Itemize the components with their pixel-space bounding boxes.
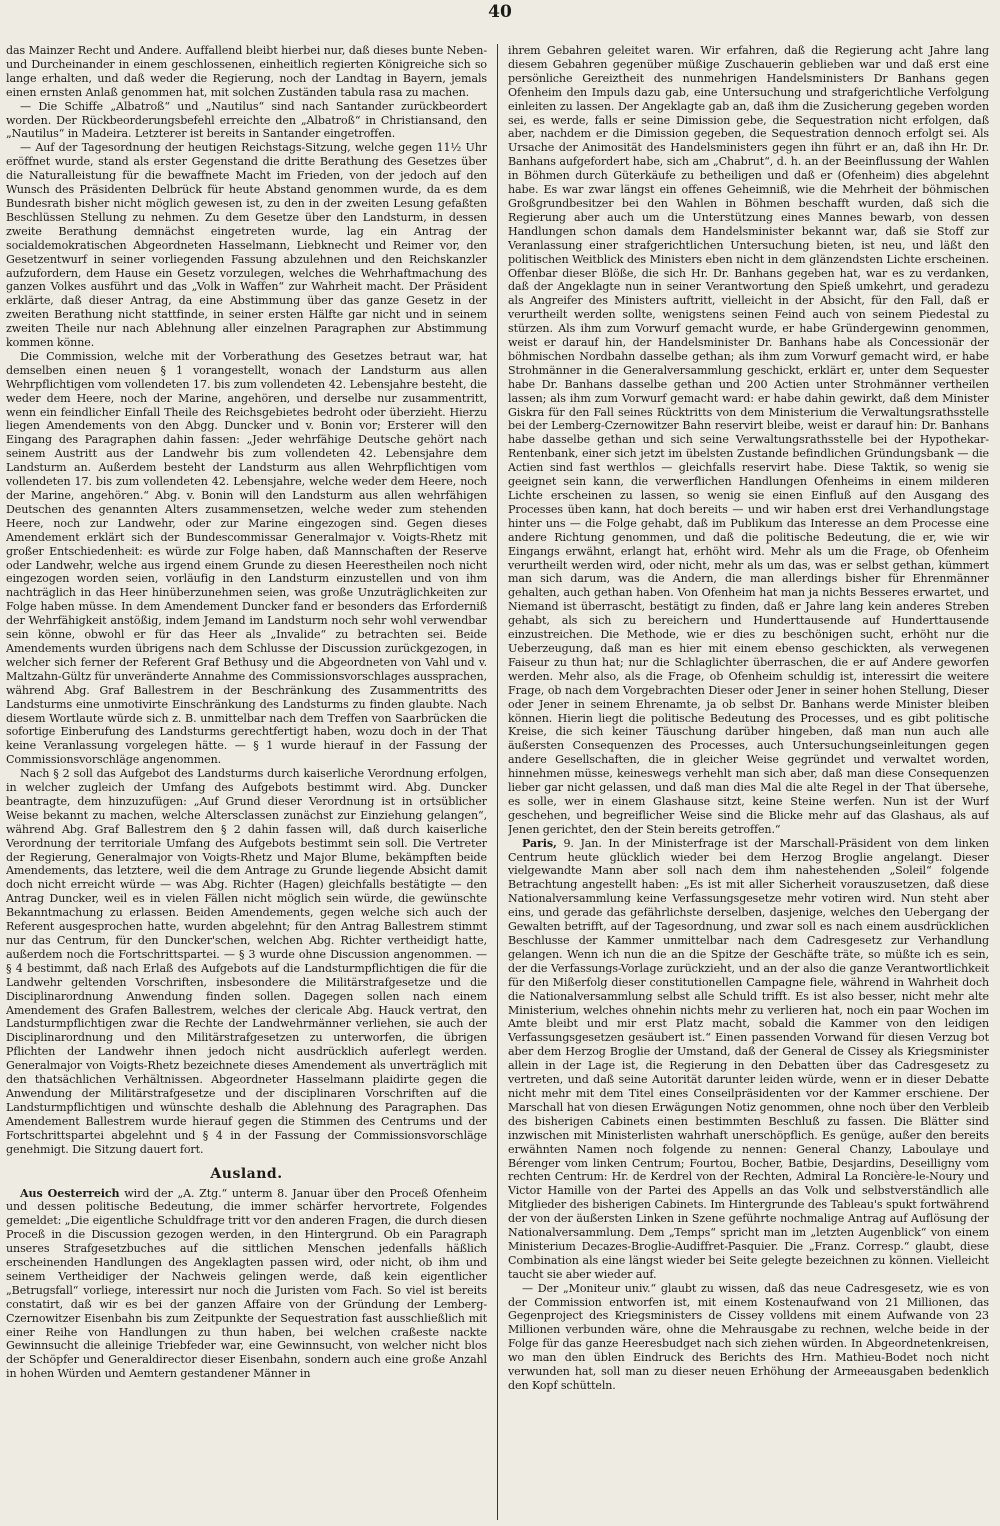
paragraph-bavaria-law: das Mainzer Recht und Andere. Auffallend bleibt hierbei nur, daß dieses bunte Neben- und Durcheinander in einem geschlossenen, einheitlich regierten Königreiche sich so lange erhalten, und daß weder die Regierung, noch der Landtag in Bayern, jemals einen ernsten Anlaß genommen hat, mit solchen Zuständen tabula rasa zu machen. xyxy=(6,44,487,99)
right-column xyxy=(508,44,989,1520)
paragraph-paris xyxy=(508,837,989,1282)
section-heading-ausland: Ausland. xyxy=(210,1165,283,1182)
paragraph-austria xyxy=(6,1187,487,1382)
paragraph-paris-text: 9. Jan. In der Ministerfrage ist der Marschall-Präsident von dem linken Centrum heute glücklich wieder bei dem Herzog Broglie angelangt. Dieser vielgewandte Mann aber soll nach dem ihm nahestehenden „Soleil“ folgende Betrachtung angestellt haben: „Es ist mit aller Sicherheit vorauszusetzen, daß diese Nationalversammlung keine Verfassungsgesetze mehr votiren wird. Nun steht aber eins, und gerade das gefährlichste derselben, dasjenige, welches den Uebergang der Gewalten betrifft, auf der Tagesordnung, und zwar soll es nach einem ausdrücklichen Beschlusse der Kammer unmittelbar nach dem Cadresgesetz zur Verhandlung gelangen. Wenn ich nun die an die Spitze der Geschäfte träte, so müßte ich es sein, der die Verfassungs-Vorlage zurückzieht, und an der also die ganze Verantwortlichkeit für den Mißerfolg dieser constitutionellen Campagne fiele, während in Wahrheit doch die Nationalversammlung selbst alle Schuld trifft. Es ist also besser, nicht mehr alte Ministerium, welches ohnehin nichts mehr zu verlieren hat, noch ein paar Wochen im Amte bleibt und mir erst Platz macht, sobald die Kammer von den leidigen Verfassungsgesetzen gesäubert ist.“ Einen passenden Vorwand für diesen Verzug bot aber dem Herzog Broglie der Umstand, daß der General de Cissey als Kriegsminister allein in der Lage ist, die Regierung in den Debatten über das Cadresgesetz zu vertreten, und daß seine Autorität darunter leiden würde, wenn er in dieser Debatte nicht mehr mit dem Titel eines Conseilpräsidenten vor der Kammer erschiene. Der Marschall hat von diesen Erwägungen Notiz genommen, ohne noch über den Verbleib des bisherigen Cabinets einen bestimmten Beschluß zu fassen. Die Blätter sind inzwischen mit Ministerlisten wahrhaft unerschöpflich. Es genüge, außer den bereits erwähnten Namen noch folgende zu nennen: General Chanzy, Laboulaye und Bérenger vom linken Centrum; Fourtou, Bocher, Batbie, Desjardins, Deseilligny vom rechten Centrum: Hr. de Kerdrel von der Rechten, Admiral La Roncière-le-Noury und Victor Hamille von der Partei des Appells an das Volk und selbstverständlich alle Mitglieder des bisherigen Cabinets. Im Hintergrunde des Tableau's spukt fortwährend der von der äußersten Linken in Szene geführte nochmalige Antrag auf Auflösung der Nationalversammlung. Dem „Temps“ spricht man im „letzten Augenblick“ von einem Ministerium Decazes-Broglie-Audiffret-Pasquier. Die „Franz. Corresp.“ glaubt, diese Combination als eine längst wieder bei Seite gelegte bezeichnen zu können. Vielleicht taucht sie aber wieder auf. xyxy=(508,836,989,1281)
paragraph-austria-text: wird der „A. Ztg.“ unterm 8. Januar über den Proceß Ofenheim und dessen politische Bedeutung, die immer schärfer hervortrete, Folgendes gemeldet: „Die eigentliche Schuldfrage tritt vor den anderen Fragen, die durch diesen Proceß in die Discussion gezogen werden, in den Hintergrund. Ob ein Paragraph unseres Strafgesetzbuches auf die sittlichen Menschen jedenfalls häßlich erscheinenden Handlungen des Angeklagten passen wird, oder nicht, ob ihm und seinem Vertheidiger der Nachweis gelingen werde, daß kein eigentlicher „Betrugsfall“ vorliege, interessirt nur noch die Juristen vom Fach. So viel ist bereits constatirt, daß wir es bei der ganzen Affaire von der Gründung der Lemberg-Czernowitzer Eisenbahn bis zum Zeitpunkte der Sequestration fast ausschließlich mit einer Reihe von Handlungen zu thun haben, bei welchen craßeste nackte Gewinnsucht die alleinige Triebfeder war, eine Gewinnsucht, von welcher nicht blos der Schöpfer und Generaldirector dieser Eisenbahn, sondern auch eine große Anzahl in hohen Würden und Aemtern gestandener Männer in xyxy=(6,1186,487,1381)
paragraph-section-2: Nach § 2 soll das Aufgebot des Landsturms durch kaiserliche Verordnung erfolgen, in welcher zugleich der Umfang des Aufgebots bestimmt wird. Abg. Duncker beantragte, dem hinzuzufügen: „Auf Grund dieser Verordnung ist in ortsüblicher Weise bekannt zu machen, welche Altersclassen zunächst zur Einziehung gelangen“, während Abg. Graf Ballestrem den § 2 dahin fassen will, daß durch kaiserliche Verordnung der territoriale Umfang des Aufgebots bestimmt sein soll. Die Vertreter der Regierung, Generalmajor von Voigts-Rhetz und Major Blume, bekämpften beide Amendements, das letztere, weil die dem Antrage zu Grunde liegende Absicht damit doch nicht erreicht würde — was Abg. Richter (Hagen) gleichfalls bestätigte — den Antrag Duncker, weil es in vielen Fällen nicht möglich sein würde, die gewünschte Bekanntmachung zu erlassen. Beiden Amendements, gegen welche sich auch der Referent ausgesprochen hatte, wurden abgelehnt; für den Antrag Ballestrem stimmt nur das Centrum, für den Duncker'schen, welchen Abg. Richter vertheidigt hatte, außerdem noch die Fortschrittspartei. — § 3 wurde ohne Discussion angenommen. — § 4 bestimmt, daß nach Erlaß des Aufgebots auf die Landsturmpflichtigen die für die Landwehr geltenden Vorschriften, insbesondere die Militärstrafgesetze und die Disciplinarordnung Anwendung finden sollen. Dagegen sollen nach einem Amendement des Grafen Ballestrem, welches der clericale Abg. Hauck vertrat, den Landsturmpflichtigen zwar die Rechte der Landwehrmänner verliehen, sie auch der Disciplinarordnung und den Militärstrafgesetzen zu unterworfen, die übrigen Pflichten der Landwehr ihnen jedoch nicht ausdrücklich auferlegt werden. Generalmajor von Voigts-Rhetz bezeichnete dieses Amendement als unverträglich mit den thatsächlichen Verhältnissen. Abgeordneter Hasselmann plaidirte gegen die Anwendung der Militärstrafgesetze und der disciplinaren Vorschriften auf die Landsturmpflichtigen und wünschte deshalb die Ablehnung des Paragraphen. Das Amendement Ballestrem wurde hierauf gegen die Stimmen des Centrums und der Fortschrittspartei abgelehnt und § 4 in der Fassung der Commissionsvorschläge genehmigt. Die Sitzung dauert fort. xyxy=(6,767,487,1156)
left-column xyxy=(6,44,487,1520)
paragraph-commission: Die Commission, welche mit der Vorberathung des Gesetzes betraut war, hat demselben einen neuen § 1 vorangestellt, wonach der Landsturm aus allen Wehrpflichtigen vom vollendeten 17. bis zum vollendeten 42. Lebensjahre besteht, die weder dem Heere, noch der Marine, angehören, und derselbe nur zusammentritt, wenn ein feindlicher Einfall Theile des Reichsgebietes bedroht oder überzieht. Hierzu liegen Amendements von den Abgg. Duncker und v. Bonin vor; Ersterer will den Eingang des Paragraphen dahin fassen: „Jeder wehrfähige Deutsche gehört nach seinem Austritt aus der Landwehr bis zum vollendeten 42. Lebensjahre dem Landsturm an. Außerdem besteht der Landsturm aus allen Wehrpflichtigen vom vollendeten 17. bis zum vollendeten 42. Lebensjahre, welche weder dem Heere, noch der Marine, angehören.“ Abg. v. Bonin will den Landsturm aus allen wehrfähigen Deutschen des genannten Alters zusammensetzen, welche weder zum stehenden Heere, noch zur Landwehr, oder zur Marine eingezogen sind. Gegen dieses Amendement erklärt sich der Bundescommissar Generalmajor v. Voigts-Rhetz mit großer Entschiedenheit: es würde zur Folge haben, daß Mannschaften der Reserve oder Landwehr, welche aus irgend einem Grunde zu diesen Heerestheilen noch nicht eingezogen worden seien, vorläufig in den Landsturm einzustellen und von ihm nachträglich in das Heer hinüberzunehmen seien, was große Unzuträglichkeiten zur Folge haben müsse. In dem Amendement Duncker fand er besonders das Erforderniß der Wehrfähigkeit anstößig, indem Jemand im Landsturm noch sehr wohl verwendbar sein könne, obwohl er für das Heer als „Invalide“ zu betrachten sei. Beide Amendements wurden übrigens nach dem Schlusse der Discussion zurückgezogen, in welcher sich ferner der Referent Graf Bethusy und die Abgeordneten von Vahl und v. Maltzahn-Gültz für unveränderte Annahme des Commissionsvorschlages aussprachen, während Abg. Graf Ballestrem in der Beschränkung des Zusammentritts des Landsturms eine unmotivirte Einschränkung des Landsturms zu finden glaubte. Nach diesem Wortlaute würde sich z. B. unmittelbar nach dem Treffen von Saarbrücken die sofortige Einberufung des Landsturms gerechtfertigt haben, wozu doch in der That keine Veranlassung vorgelegen hätte. — § 1 wurde hierauf in der Fassung der Commissionsvorschläge angenommen. xyxy=(6,349,487,767)
paragraph-ofenheim-trial: ihrem Gebahren geleitet waren. Wir erfahren, daß die Regierung acht Jahre lang diesem Gebahren gegenüber müßige Zuschauerin geblieben war und daß erst eine persönliche Gereiztheit des nunmehrigen Handelsministers Dr Banhans gegen Ofenheim den Impuls dazu gab, eine Untersuchung und strafgerichtliche Verfolgung einleiten zu lassen. Der Angeklagte gab an, daß ihm die Zusicherung gegeben worden sei, es werde, falls er seine Dimission gebe, die Sequestration nicht erfolgen, daß aber, nachdem er die Dimission gegeben, die Sequestration dennoch erfolgt sei. Als Ursache der Animosität des Handelsministers gegen ihn führt er an, daß ihn Hr. Dr. Banhans aufgefordert habe, sich am „Chabrut“, d. h. an der Beeinflussung der Wahlen in Böhmen durch Güterkäufe zu betheiligen und daß er (Ofenheim) dies abgelehnt habe. Es war zwar längst ein offenes Geheimniß, wie die Mehrheit der böhmischen Großgrundbesitzer bei den Wahlen in Böhmen beschafft wurden, daß sich die Regierung aber auch um die Unterstützung eines Mannes bewarb, von dessen Handlungen schon damals dem Handelsminister bekannt war, daß sie Stoff zur Veranlassung einer strafgerichtlichen Untersuchung bieten, ist neu, und läßt den politischen Weitblick des Ministers eben nicht in dem glänzendsten Lichte erscheinen. Offenbar dieser Blöße, die sich Hr. Dr. Banhans gegeben hat, war es zu verdanken, daß der Angeklagte nun in seiner Verantwortung den Spieß umkehrt, und geradezu als Angreifer des Ministers auftritt, vielleicht in der Absicht, für den Fall, daß er verurtheilt werden sollte, wenigstens seinen Feind auch von seinem Piedestal zu stürzen. Als ihm zum Vorwurf gemacht wurde, er habe Gründergewinn genommen, weist er darauf hin, der Handelsminister Dr. Banhans habe als Concessionär der böhmischen Nordbahn dasselbe gethan; als ihm zum Vorwurf gemacht wird, er habe Strohmänner in die Generalversammlung geschickt, erklärt er, unter dem Sequester habe Dr. Banhans dasselbe gethan und 200 Actien unter Strohmänner vertheilen lassen; als ihm zum Vorwurf gemacht ward: er habe dahin gewirkt, daß dem Minister Giskra für den Fall seines Rücktritts von dem Ministerium die Verwaltungsrathsstelle bei der Lemberg-Czernowitzer Bahn reservirt bleibe, weist er darauf hin: Dr. Banhans habe dasselbe gethan und sich seine Verwaltungsrathsstelle bei der Hypothekar-Rentenbank, einer sich jetzt im übelsten Zustande befindlichen Gründungsbank — die Actien sind fast werthlos — gleichfalls reservirt habe. Diese Taktik, so wenig sie geeignet sein kann, die verwerflichen Handlungen Ofenheims in einem milderen Lichte erscheinen zu lassen, so wenig sie einen Einfluß auf den Ausgang des Processes üben kann, hat doch bereits — und wir haben erst drei Verhandlungstage hinter uns — die Folge gehabt, daß im Publikum das Interesse an dem Processe eine andere Richtung genommen, und daß die politische Bedeutung, die er, wie wir Eingangs erwähnt, erlangt hat, erhöht wird. Mehr als um die Frage, ob Ofenheim verurtheilt werden wird, oder nicht, mehr als um das, was er selbst gethan, kümmert man sich darum, was die Andern, die man allerdings bisher für Ehrenmänner gehalten, auch gethan haben. Von Ofenheim hat man ja nichts Besseres erwartet, und Niemand ist überrascht, bestätigt zu finden, daß er Jahre lang kein anderes Streben gehabt, als sich zu bereichern und Hunderttausende auf Hunderttausende einzustreichen. Die Methode, wie er dies zu beschönigen sucht, erhöht nur die Ueberzeugung, daß man es hier mit einem ebenso geschickten, als verwegenen Faiseur zu thun hat; nur die Schlaglichter überraschen, die er auf Andere geworfen werden. Mehr also, als die Frage, ob Ofenheim schuldig ist, interessirt die weitere Frage, ob nach dem Vorgebrachten Dieser oder Jener in seiner hohen Stellung, Dieser oder Jener in seinem Ehrenamte, ja ob selbst Dr. Banhans werde Minister bleiben können. Hierin liegt die politische Bedeutung des Processes, und es gibt politische Kreise, die sich keiner Täuschung darüber hingeben, daß man nun auch alle äußersten Consequenzen des Processes, auch Untersuchungseinleitungen gegen andere Gesellschaften, die in gleicher Weise gegründet und verwaltet worden, hinnehmen müsse, keineswegs verhehlt man sich aber, daß man diese Consequenzen lieber gar nicht gelassen, und daß man dies Mal die alte Regel in der That übersehe, es solle, wer in einem Glashause sitzt, keine Steine werfen. Nun ist der Wurf geschehen, und begreiflicher Weise sind die Blicke mehr auf das Glashaus, als auf Jenen gerichtet, den der Stein bereits getroffen.“ xyxy=(508,44,989,836)
column-divider xyxy=(497,44,498,1520)
paragraph-lead-austria: Aus Oesterreich xyxy=(20,1186,120,1200)
paragraph-ships: — Die Schiffe „Albatroß“ und „Nautilus“ sind nach Santander zurückbeordert worden. Der Rückbeorderungsbefehl erreichte den „Albatroß“ in Christiansand, den „Nautilus“ in Madeira. Letzterer ist bereits in Santander eingetroffen. xyxy=(6,99,487,141)
paragraph-moniteur: — Der „Moniteur univ.“ glaubt zu wissen, daß das neue Cadresgesetz, wie es von der Commission entworfen ist, mit einem Kostenaufwand von 21 Millionen, das Gegenproject des Kriegsministers de Cissey volldens mit einem Aufwande von 23 Millionen verbunden wäre, ohne die Mehrausgabe zu rechnen, welche beide in der Folge für das ganze Heeresbudget nach sich ziehen würden. In Abgeordnetenkreisen, wo man den üblen Eindruck des Berichts des Hrn. Mathieu-Bodet noch nicht verwunden hat, soll man zu dieser neuen Erhöhung der Armeeausgaben bedenklich den Kopf schütteln. xyxy=(508,1281,989,1392)
paragraph-lead-paris: Paris, xyxy=(522,836,557,850)
paragraph-reichstag-session: — Auf der Tagesordnung der heutigen Reichstags-Sitzung, welche gegen 11½ Uhr eröffnet wurde, stand als erster Gegenstand die dritte Berathung des Gesetzes über die Naturalleistung für die bewaffnete Macht im Frieden, von der jedoch auf den Wunsch des Präsidenten Delbrück für heute Abstand genommen wurde, da es dem Bundesrath bisher nicht möglich gewesen ist, zu den in der zweiten Lesung gefaßten Beschlüssen Stellung zu nehmen. Zu dem Gesetze über den Landsturm, in dessen zweite Berathung demnächst eingetreten wurde, lag ein Antrag der socialdemokratischen Abgeordneten Hasselmann, Liebknecht und Reimer vor, den Gesetzentwurf in seiner vorliegenden Fassung abzulehnen und den Reichskanzler aufzufordern, dem Hause ein Gesetz vorzulegen, welches die Wehrhaftmachung des ganzen Volkes ausführt und das „Volk in Waffen“ zur Wahrheit macht. Der Präsident erklärte, daß dieser Antrag, da eine Abstimmung über das ganze Gesetz in der zweiten Berathung nicht stattfinde, in seiner ersten Hälfte gar nicht und in seinem zweiten Theile nur nach Ablehnung aller einzelnen Paragraphen zur Abstimmung kommen könne. xyxy=(6,141,487,350)
page-number: 40 xyxy=(488,2,512,22)
